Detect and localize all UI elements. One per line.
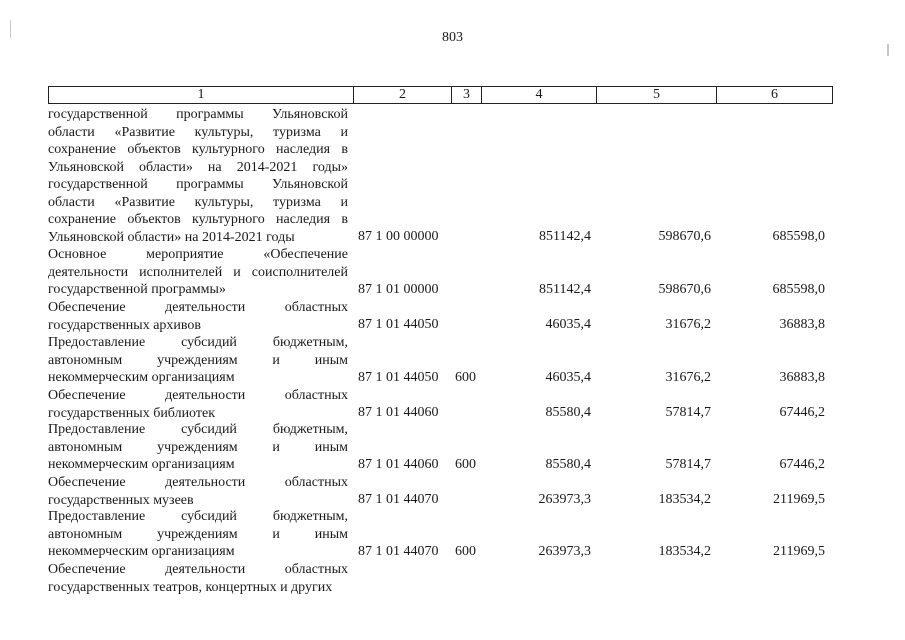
row-description: Обеспечение деятельности областных государственных музеев [48,475,348,508]
header-col-4: 4 [481,87,596,103]
row-value-col6: 36883,8 [779,370,825,385]
row-code: 87 1 01 44060 [358,457,439,472]
row-description: государственной программы Ульяновской области «Развитие культуры, туризма и сохранение объектов культурного наследия в Ульяновской области» на 2014-2021 годы» государственной программы Ульяновской области «Развитие культуры, туризма и сохранение объектов культурного наследия в Ульяновской области» на 2014-2021 годы [48,107,348,245]
row-description: Предоставление субсидий бюджетным, автономным учреждениям и иным некоммерческим организациям [48,509,348,559]
row-value-col5: 598670,6 [658,282,711,297]
scan-edge-mark [10,20,11,38]
row-value-col6: 685598,0 [772,282,825,297]
row-value-col4: 85580,4 [545,405,591,420]
scan-edge-mark [887,44,889,56]
header-col-3: 3 [451,87,481,103]
row-code: 87 1 01 44050 [358,317,439,332]
row-value-col6: 211969,5 [773,492,825,507]
row-value-col5: 57814,7 [665,457,711,472]
row-value-col5: 31676,2 [665,317,711,332]
row-value-col5: 598670,6 [658,229,711,244]
row-description: Предоставление субсидий бюджетным, автономным учреждениям и иным некоммерческим организациям [48,422,348,472]
row-value-col4: 851142,4 [539,229,591,244]
row-code: 87 1 01 44070 [358,544,439,559]
row-description: Предоставление субсидий бюджетным, автономным учреждениям и иным некоммерческим организациям [48,335,348,385]
row-value-col5: 183534,2 [658,544,711,559]
row-description: Обеспечение деятельности областных государственных архивов [48,300,348,333]
row-value-col6: 36883,8 [779,317,825,332]
page-number: 803 [442,30,463,45]
row-code: 87 1 01 44070 [358,492,439,507]
row-type: 600 [455,544,476,559]
row-value-col5: 183534,2 [658,492,711,507]
row-code: 87 1 01 44050 [358,370,439,385]
row-value-col4: 46035,4 [545,317,591,332]
row-value-col4: 263973,3 [538,544,591,559]
header-col-5: 5 [596,87,716,103]
header-col-2: 2 [353,87,451,103]
row-value-col4: 263973,3 [538,492,591,507]
row-description: Обеспечение деятельности областных государственных театров, концертных и других [48,562,348,595]
row-type: 600 [455,457,476,472]
row-value-col6: 211969,5 [773,544,825,559]
row-value-col6: 685598,0 [772,229,825,244]
row-type: 600 [455,370,476,385]
row-description: Обеспечение деятельности областных государственных библиотек [48,388,348,421]
row-value-col5: 31676,2 [665,370,711,385]
row-value-col6: 67446,2 [779,457,825,472]
row-value-col4: 46035,4 [545,370,591,385]
row-code: 87 1 01 00000 [358,282,439,297]
header-col-6: 6 [716,87,833,103]
row-value-col5: 57814,7 [665,405,711,420]
row-value-col4: 85580,4 [545,457,591,472]
row-code: 87 1 01 44060 [358,405,439,420]
row-value-col6: 67446,2 [779,405,825,420]
row-description: Основное мероприятие «Обеспечение деятельности исполнителей и соисполнителей государственной программы» [48,247,348,297]
header-col-1: 1 [48,87,353,103]
row-value-col4: 851142,4 [539,282,591,297]
row-code: 87 1 00 00000 [358,229,439,244]
